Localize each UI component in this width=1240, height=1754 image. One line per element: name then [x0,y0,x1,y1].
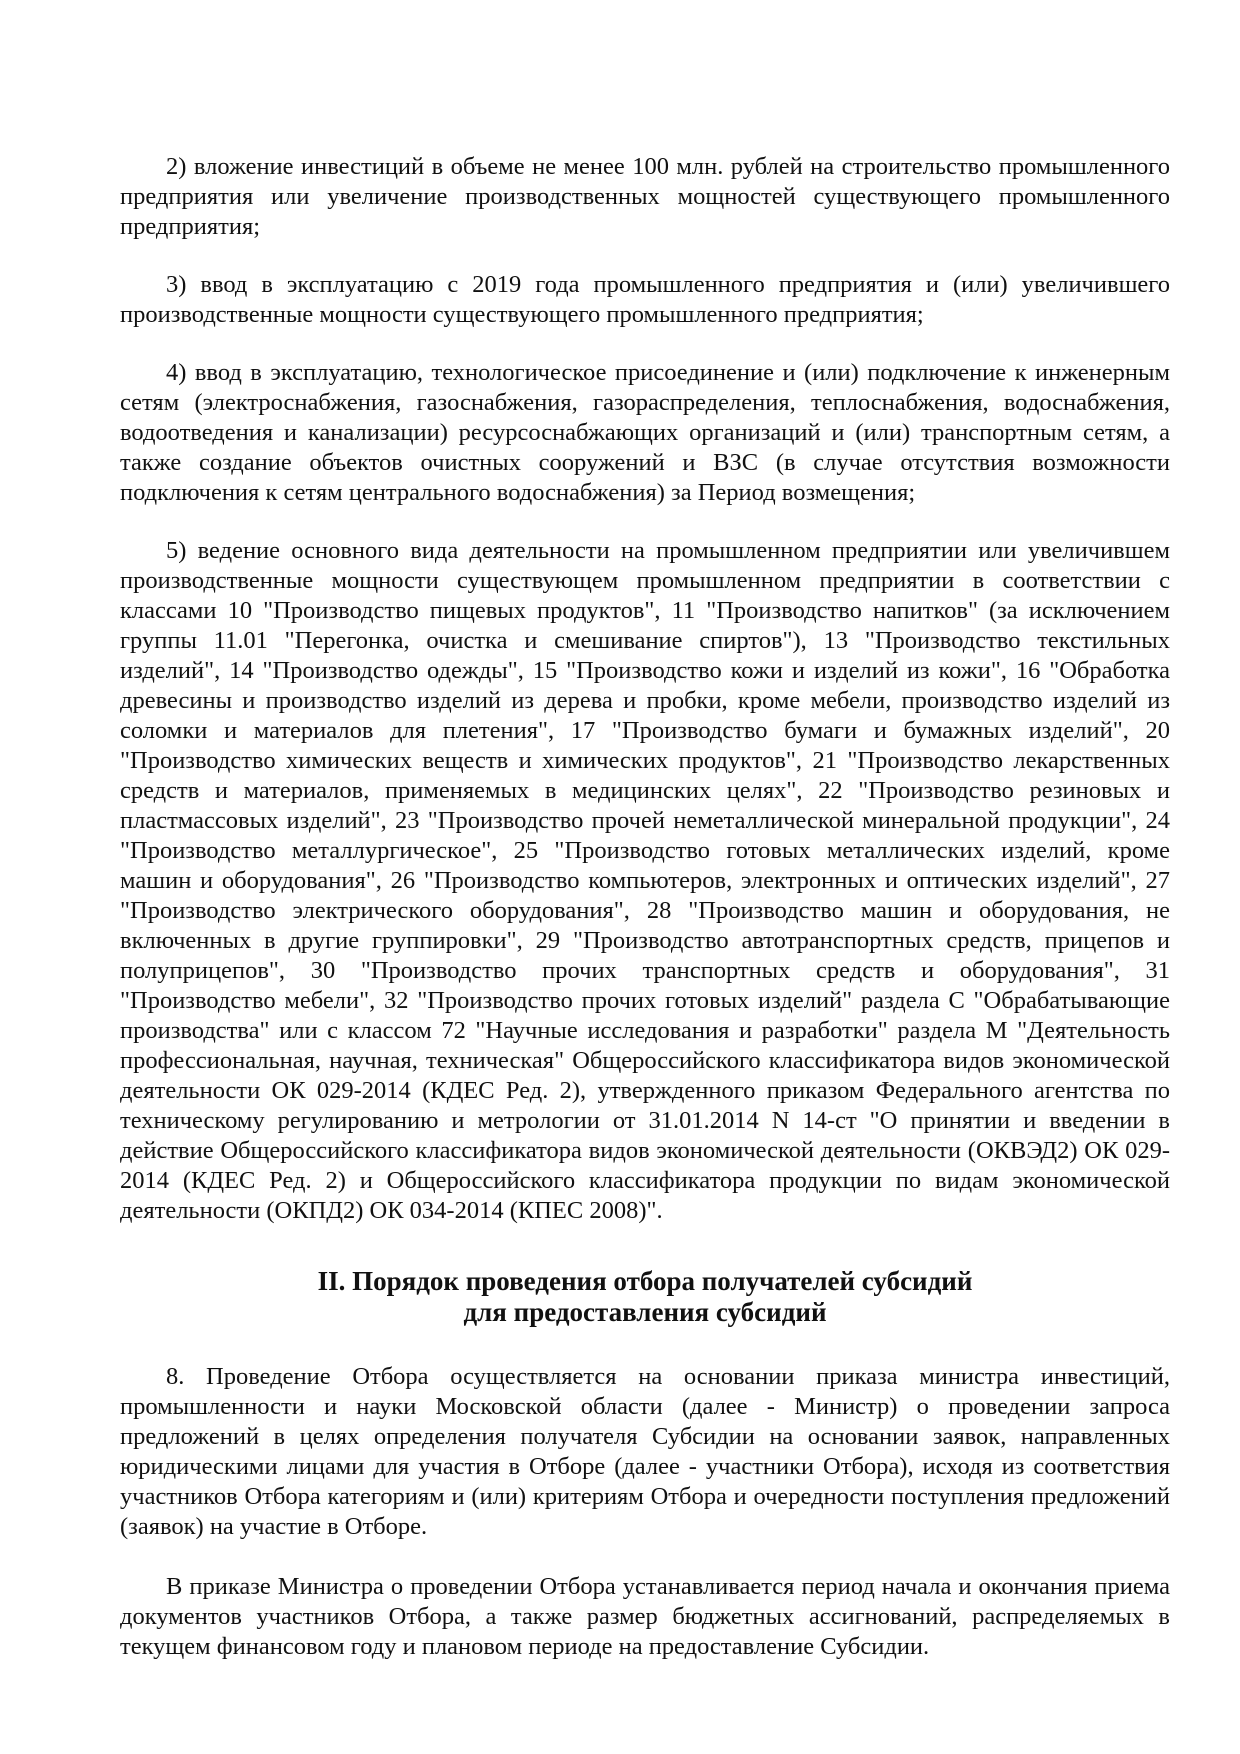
section-heading-line-2: для предоставления субсидий [463,1297,827,1327]
paragraph-clause-8: 8. Проведение Отбора осуществляется на основании приказа министра инвестиций, промышленности и науки Московской области (далее - Министр) о проведении запроса предложений в целях определения получателя Субсидии на основании заявок, направленных юридическими лицами для участия в Отборе (далее - участники Отбора), исходя из соответствия участников Отбора категориям и (или) критериям Отбора и очередности поступления предложений (заявок) на участие в Отборе. [120,1363,1170,1540]
section-heading-line-1: II. Порядок проведения отбора получателей субсидий [317,1266,973,1296]
document-body [120,152,1170,1662]
paragraph-item-3: 3) ввод в эксплуатацию с 2019 года промышленного предприятия и (или) увеличившего производственные мощности существующего промышленного предприятия; [120,271,1170,328]
paragraph-ministry-order: В приказе Министра о проведении Отбора устанавливается период начала и окончания приема документов участников Отбора, а также размер бюджетных ассигнований, распределяемых в текущем финансовом году и плановом периоде на предоставление Субсидии. [120,1573,1170,1660]
section-heading [120,1266,1170,1328]
paragraph-item-5: 5) ведение основного вида деятельности на промышленном предприятии или увеличившем производственные мощности существующем промышленном предприятии в соответствии с классами 10 "Производство пищевых продуктов", 11 "Производство напитков" (за исключением группы 11.01 "Перегонка, очистка и смешивание спиртов"), 13 "Производство текстильных изделий", 14 "Производство одежды", 15 "Производство кожи и изделий из кожи", 16 "Обработка древесины и производство изделий из дерева и пробки, кроме мебели, производство изделий из соломки и материалов для плетения", 17 "Производство бумаги и бумажных изделий", 20 "Производство химических веществ и химических продуктов", 21 "Производство лекарственных средств и материалов, применяемых в медицинских целях", 22 "Производство резиновых и пластмассовых изделий", 23 "Производство прочей неметаллической минеральной продукции", 24 "Производство металлургическое", 25 "Производство готовых металлических изделий, кроме машин и оборудования", 26 "Производство компьютеров, электронных и оптических изделий", 27 "Производство электрического оборудования", 28 "Производство машин и оборудования, не включенных в другие группировки", 29 "Производство автотранспортных средств, прицепов и полуприцепов", 30 "Производство прочих транспортных средств и оборудования", 31 "Производство мебели", 32 "Производство прочих готовых изделий" раздела С "Обрабатывающие производства" или с классом 72 "Научные исследования и разработки" раздела М "Деятельность профессиональная, научная, техническая" Общероссийского классификатора видов экономической деятельности ОК 029-2014 (КДЕС Ред. 2), утвержденного приказом Федерального агентства по техническому регулированию и метрологии от 31.01.2014 N 14-ст "О принятии и введении в действие Общероссийского классификатора видов экономической деятельности (ОКВЭД2) ОК 029-2014 (КДЕС Ред. 2) и Общероссийского классификатора продукции по видам экономической деятельности (ОКПД2) ОК 034-2014 (КПЕС 2008)". [120,537,1170,1224]
paragraph-item-4: 4) ввод в эксплуатацию, технологическое присоединение и (или) подключение к инженерным сетям (электроснабжения, газоснабжения, газораспределения, теплоснабжения, водоснабжения, водоотведения и канализации) ресурсоснабжающих организаций и (или) транспортным сетям, а также создание объектов очистных сооружений и ВЗС (в случае отсутствия возможности подключения к сетям центрального водоснабжения) за Период возмещения; [120,359,1170,506]
paragraph-item-2: 2) вложение инвестиций в объеме не менее 100 млн. рублей на строительство промышленного предприятия или увеличение производственных мощностей существующего промышленного предприятия; [120,153,1170,240]
